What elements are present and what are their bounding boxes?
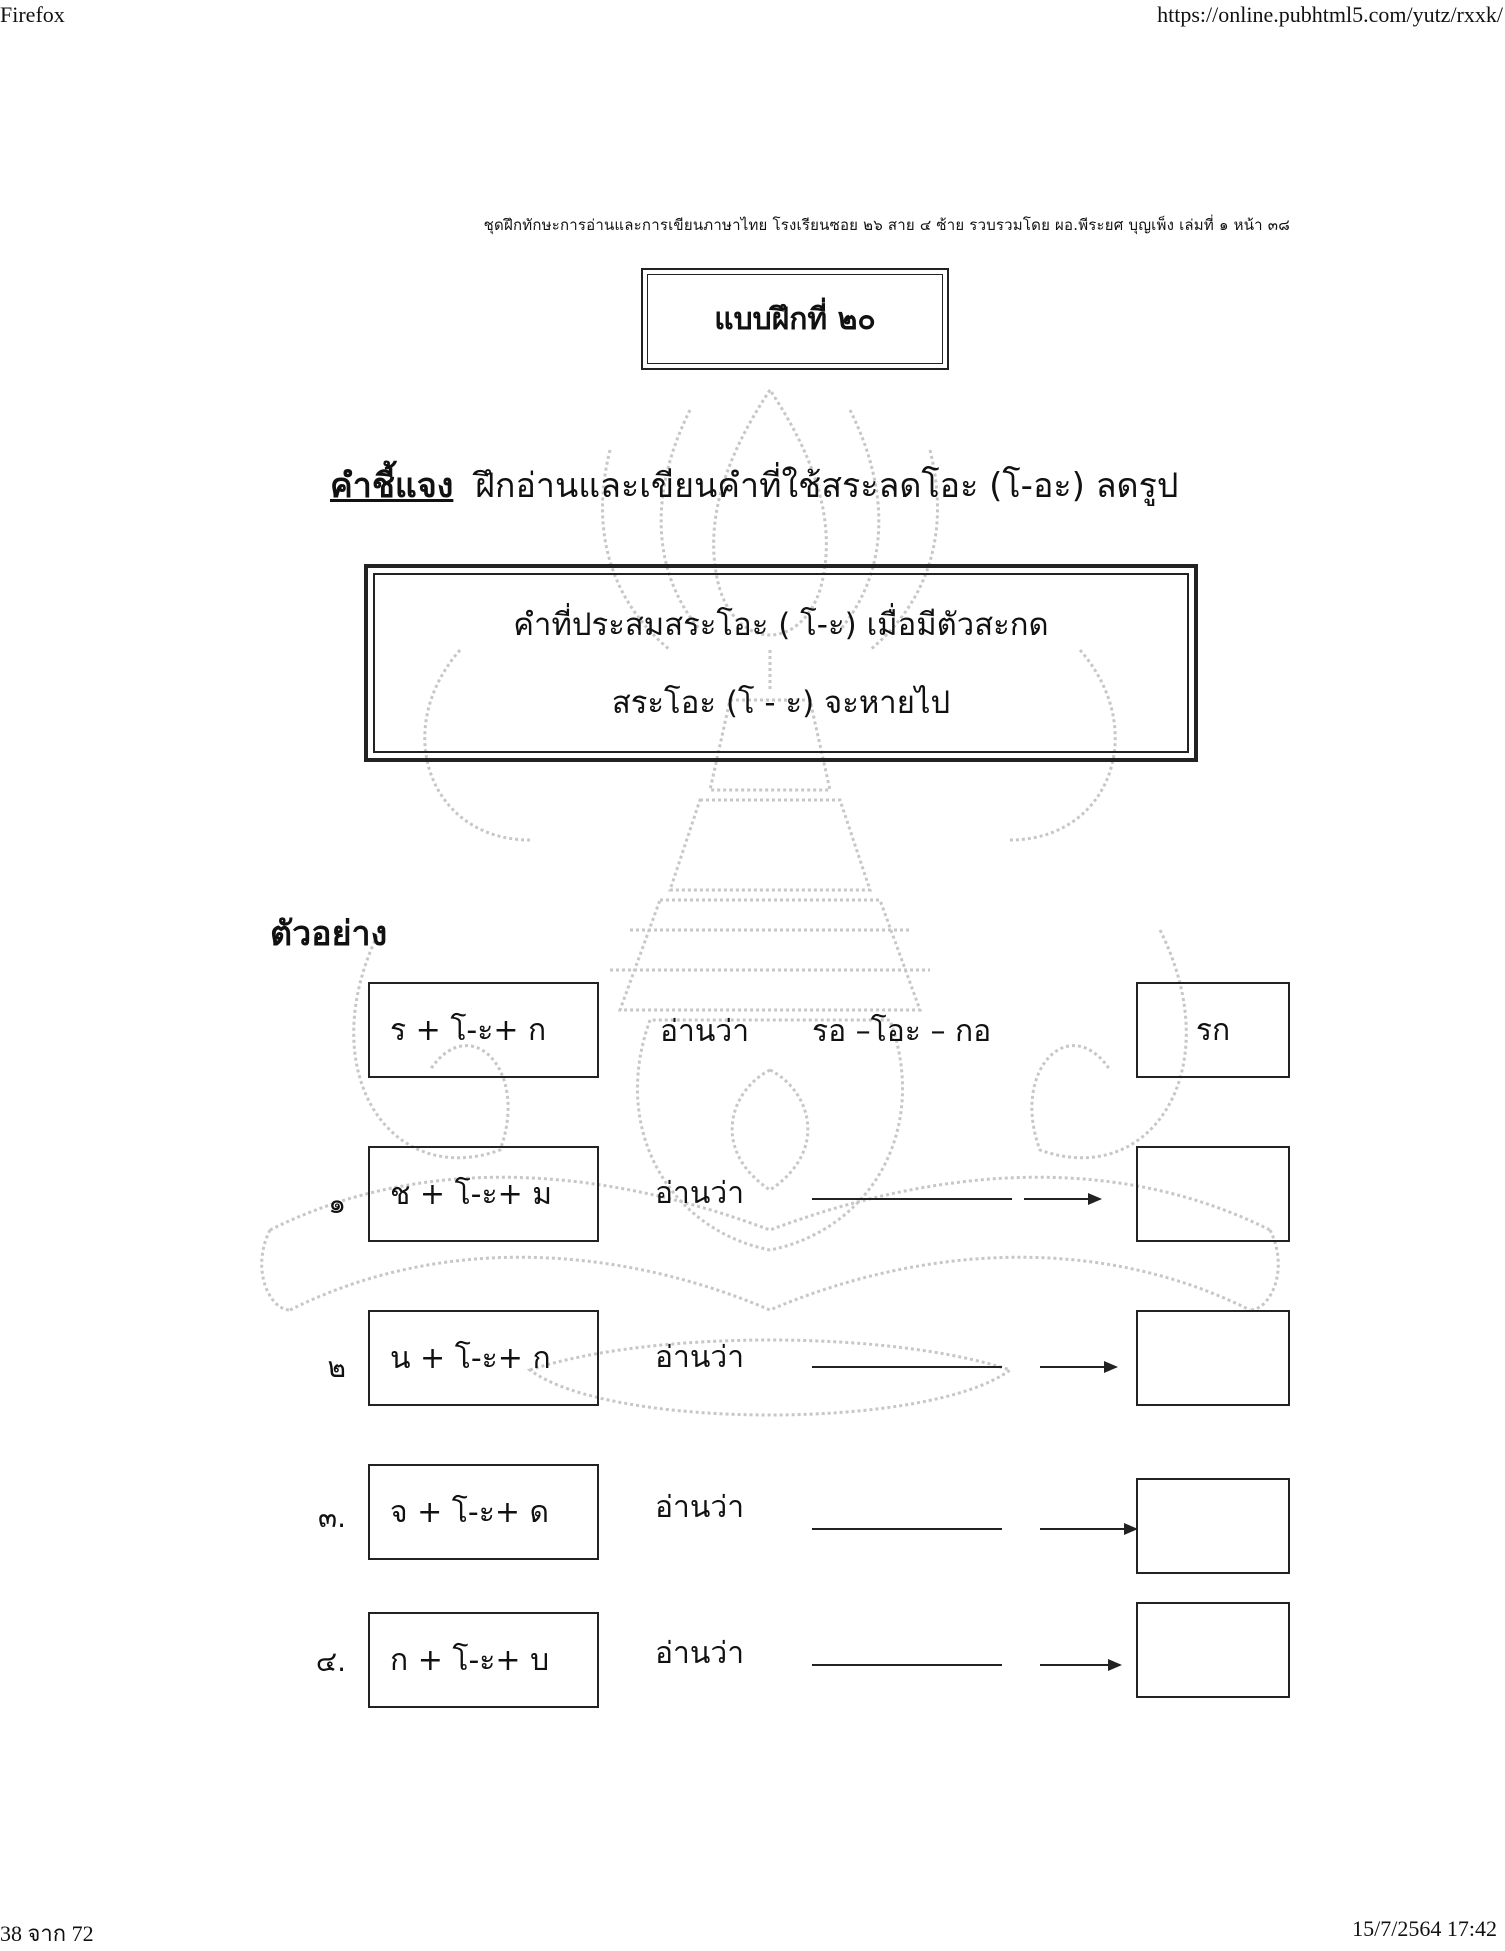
exercise-number: ๓. [317, 1501, 346, 1534]
reading-blank-line [812, 1664, 1002, 1666]
arrow-right-icon [1024, 1198, 1100, 1200]
exercise-number: ๒ [327, 1351, 346, 1384]
browser-app-name: Firefox [0, 2, 65, 27]
exercise-answer-box[interactable] [1136, 1478, 1290, 1574]
exercise-formula-box: น + โ-ะ+ ก [368, 1310, 599, 1406]
browser-url[interactable]: https://online.pubhtml5.com/yutz/rxxk/ [1157, 2, 1503, 27]
exercise-title: แบบฝึกที่ ๒๐ [647, 274, 943, 364]
arrow-right-icon [1040, 1366, 1116, 1368]
exercise-read-label: อ่านว่า [655, 1636, 745, 1671]
exercise-read-label: อ่านว่า [655, 1176, 745, 1211]
rule-line-2: สระโอะ (โ - ะ) จะหายไป [611, 685, 951, 721]
reading-blank-line [812, 1198, 1012, 1200]
instruction-label: คำชี้แจง [330, 466, 454, 506]
reading-blank-line [812, 1528, 1002, 1530]
page-counter: 38 จาก 72 [0, 1921, 94, 1946]
exercise-answer-box[interactable] [1136, 1602, 1290, 1698]
reading-blank-line [812, 1366, 1002, 1368]
exercise-formula-box: ช + โ-ะ+ ม [368, 1146, 599, 1242]
exercise-read-label: อ่านว่า [655, 1490, 745, 1525]
rule-box [364, 564, 1198, 762]
exercise-answer-box[interactable] [1136, 1310, 1290, 1406]
example-formula-box: ร + โ-ะ+ ก [368, 982, 599, 1078]
instruction-text: ฝึกอ่านและเขียนคำที่ใช้สระลดโอะ (โ-อะ) ลดรูป [474, 466, 1179, 506]
exercise-answer-box[interactable] [1136, 1146, 1290, 1242]
arrow-right-icon [1040, 1664, 1120, 1666]
instruction [330, 458, 1178, 512]
exercise-formula-box: ก + โ-ะ+ บ [368, 1612, 599, 1708]
exercise-number: ๔. [315, 1645, 346, 1678]
exercise-read-label: อ่านว่า [655, 1340, 745, 1375]
example-answer-box: รก [1136, 982, 1290, 1078]
print-datetime: 15/7/2564 17:42 [1352, 1916, 1497, 1941]
arrow-right-icon [1040, 1528, 1136, 1530]
example-reading: รอ –โอะ – กอ [812, 1014, 992, 1049]
rule-line-1: คำที่ประสมสระโอะ ( โ-ะ) เมื่อมีตัวสะกด [513, 607, 1049, 643]
example-read-label: อ่านว่า [660, 1014, 750, 1049]
exercise-title-box [641, 268, 949, 370]
exercise-formula-box: จ + โ-ะ+ ด [368, 1464, 599, 1560]
exercise-number: ๑ [328, 1187, 346, 1220]
example-heading: ตัวอย่าง [270, 914, 388, 954]
running-header: ชุดฝึกทักษะการอ่านและการเขียนภาษาไทย โรงเรียนซอย ๒๖ สาย ๔ ซ้าย รวบรวมโดย ผอ.พีระยศ บุญเพ็ง เล่มที่ ๑ หน้า ๓๘ [483, 216, 1290, 234]
